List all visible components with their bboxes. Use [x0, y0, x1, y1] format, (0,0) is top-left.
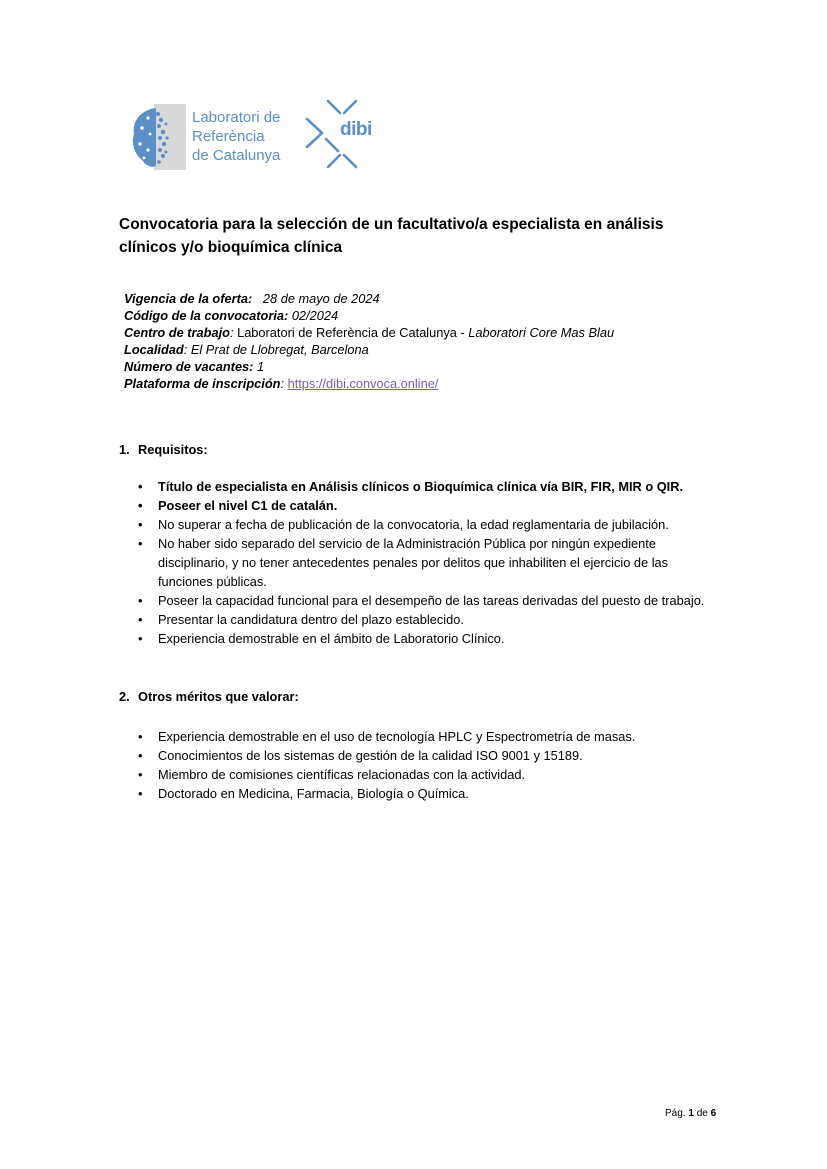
lab-logo-line: Referència	[192, 128, 265, 145]
centro-row: Centro de trabajo: Laboratori de Referència de Catalunya - Laboratori Core Mas Blau	[124, 325, 615, 340]
localidad-row: Localidad: El Prat de Llobregat, Barcelona	[124, 342, 369, 357]
lab-logo-mark-icon	[128, 104, 188, 170]
codigo-label: Código de la convocatoria:	[124, 308, 289, 323]
page-title: Convocatoria para la selección de un facultativo/a especialista en análisis clínicos y/o bioquímica clínica	[119, 216, 664, 256]
vigencia-value: 28 de mayo de 2024	[262, 291, 380, 306]
centro-value-core: Laboratori Core Mas Blau	[468, 325, 615, 340]
list-item: • No superar a fecha de publicación de la convocatoria, la edad reglamentaria de jubilación.	[138, 515, 708, 534]
page-of: de	[696, 1108, 708, 1119]
lab-logo-line: Laboratori de	[192, 109, 281, 126]
list-item: • No haber sido separado del servicio de la Administración Pública por ningún expediente disciplinario, y no tener antecedentes penales por delitos que inhabiliten el ejercicio de las funciones públicas.	[138, 534, 708, 591]
page-footer	[665, 1108, 716, 1119]
page-current: 1	[688, 1108, 694, 1119]
section-title: Otros méritos que valorar:	[138, 689, 299, 704]
vacantes-label: Número de vacantes:	[124, 359, 254, 374]
vacantes-value: 1	[257, 359, 265, 374]
list-item: • Doctorado en Medicina, Farmacia, Biología o Química.	[138, 784, 708, 803]
section-number: 1.	[119, 442, 130, 457]
plataforma-link[interactable]: https://dibi.convoca.online/	[287, 376, 439, 391]
plataforma-label: Plataforma de inscripción	[124, 376, 281, 391]
plataforma-row: Plataforma de inscripción: https://dibi.convoca.online/	[124, 376, 439, 391]
vacantes-row	[124, 358, 624, 375]
section-title: Requisitos:	[138, 442, 208, 457]
list-item: • Presentar la candidatura dentro del plazo establecido.	[138, 610, 708, 629]
list-item: • Poseer el nivel C1 de catalán.	[138, 496, 708, 515]
list-item: • Experiencia demostrable en el uso de tecnología HPLC y Espectrometría de masas.	[138, 727, 708, 746]
dibi-logo	[304, 97, 379, 172]
page-prefix: Pág.	[665, 1108, 686, 1119]
list-item: • Conocimientos de los sistemas de gestión de la calidad ISO 9001 y 15189.	[138, 746, 708, 765]
section-heading-meritos	[119, 689, 299, 704]
list-item: • Poseer la capacidad funcional para el desempeño de las tareas derivadas del puesto de trabajo.	[138, 591, 708, 610]
lab-logo	[128, 100, 288, 172]
codigo-value: 02/2024	[291, 308, 339, 323]
offer-details	[124, 290, 624, 392]
requisitos-list	[138, 477, 708, 648]
localidad-value: El Prat de Llobregat, Barcelona	[190, 342, 369, 357]
localidad-label: Localidad	[124, 342, 184, 357]
meritos-list	[138, 727, 708, 803]
lab-logo-text	[192, 108, 280, 165]
dibi-logo-text: dibi	[340, 119, 372, 140]
page-total: 6	[710, 1108, 717, 1119]
codigo-row	[124, 307, 624, 324]
centro-label: Centro de trabajo	[124, 325, 230, 340]
section-number: 2.	[119, 689, 130, 704]
vigencia-row	[124, 290, 624, 307]
list-item: • Experiencia demostrable en el ámbito de Laboratorio Clínico.	[138, 629, 708, 648]
lab-logo-line: de Catalunya	[192, 147, 281, 164]
centro-value: Laboratori de Referència de Catalunya -	[237, 325, 469, 340]
list-item: • Título de especialista en Análisis clínicos o Bioquímica clínica vía BIR, FIR, MIR o QIR.	[138, 477, 708, 496]
list-item: • Miembro de comisiones científicas relacionadas con la actividad.	[138, 765, 708, 784]
section-heading-requisitos	[119, 442, 208, 457]
vigencia-label: Vigencia de la oferta:	[124, 291, 253, 306]
